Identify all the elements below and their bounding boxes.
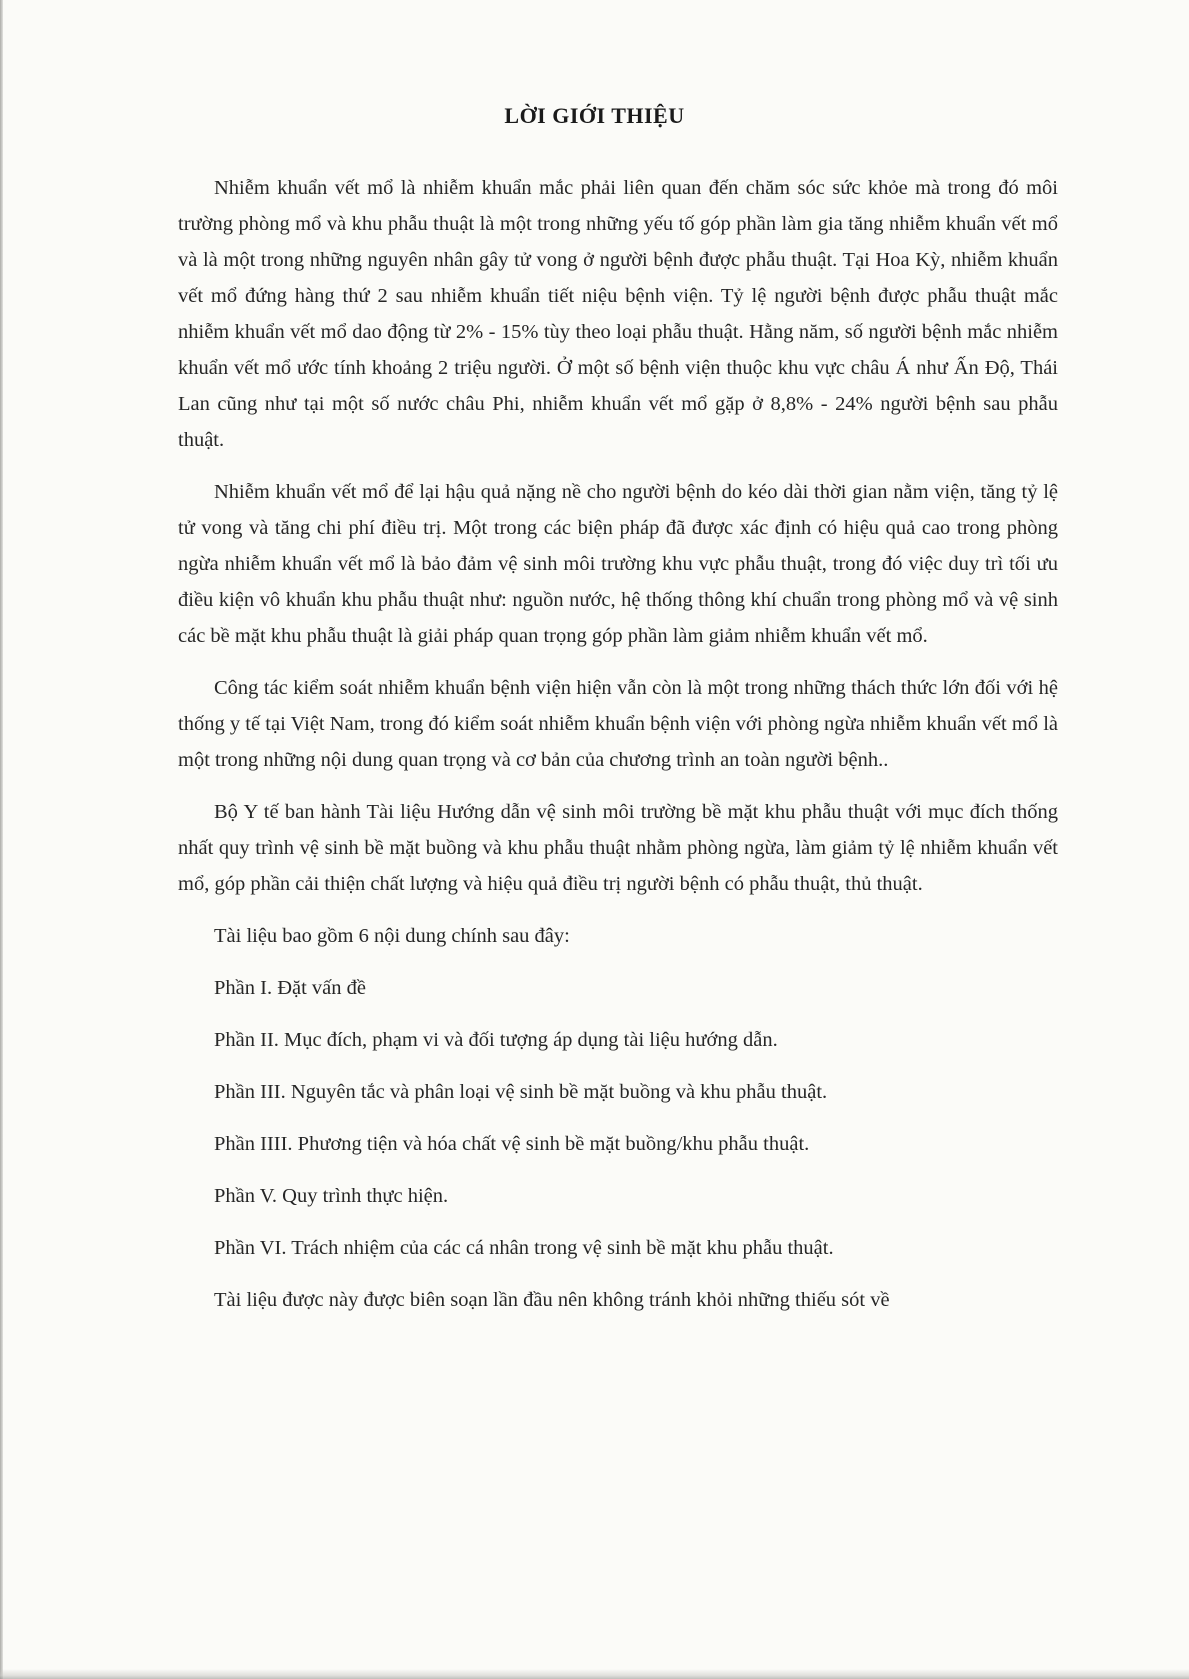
list-item: Phần I. Đặt vấn đề <box>214 977 366 999</box>
contents-list <box>178 970 1058 1266</box>
list-item: Phần III. Nguyên tắc và phân loại vệ sinh bề mặt buồng và khu phẫu thuật. <box>214 1081 828 1103</box>
list-item: Phần V. Quy trình thực hiện. <box>214 1185 449 1207</box>
list-item: Phần II. Mục đích, phạm vi và đối tượng áp dụng tài liệu hướng dẫn. <box>214 1029 778 1051</box>
paragraph-infection-control: Công tác kiểm soát nhiễm khuẩn bệnh viện hiện vẫn còn là một trong những thách thức lớn đối với hệ thống y tế tại Việt Nam, trong đó kiểm soát nhiễm khuẩn bệnh viện với phòng ngừa nhiễm khuẩn vết mổ là một trong những nội dung quan trọng và cơ bản của chương trình an toàn người bệnh.. <box>178 677 1058 771</box>
list-item: Phần IIII. Phương tiện và hóa chất vệ sinh bề mặt buồng/khu phẫu thuật. <box>214 1133 810 1155</box>
paragraph-intro-ssi: Nhiễm khuẩn vết mổ là nhiễm khuẩn mắc phải liên quan đến chăm sóc sức khỏe mà trong đó môi trường phòng mổ và khu phẫu thuật là một trong những yếu tố góp phần làm gia tăng nhiễm khuẩn vết mổ và là một trong những nguyên nhân gây tử vong ở người bệnh được phẫu thuật. Tại Hoa Kỳ, nhiễm khuẩn vết mổ đứng hàng thứ 2 sau nhiễm khuẩn tiết niệu bệnh viện. Tỷ lệ người bệnh được phẫu thuật mắc nhiễm khuẩn vết mổ dao động từ 2% - 15% tùy theo loại phẫu thuật. Hằng năm, số người bệnh mắc nhiễm khuẩn vết mổ ước tính khoảng 2 triệu người. Ở một số bệnh viện thuộc khu vực châu Á như Ấn Độ, Thái Lan cũng như tại một số nước châu Phi, nhiễm khuẩn vết mổ gặp ở 8,8% - 24% người bệnh sau phẫu thuật. <box>178 177 1058 451</box>
scan-edge-bottom <box>0 1669 1189 1679</box>
closing-paragraph: Tài liệu được này được biên soạn lần đầu nên không tránh khỏi những thiếu sót về <box>214 1289 890 1311</box>
contents-intro: Tài liệu bao gồm 6 nội dung chính sau đây: <box>214 925 570 947</box>
paragraph-consequences: Nhiễm khuẩn vết mổ để lại hậu quả nặng nề cho người bệnh do kéo dài thời gian nằm viện, tăng tỷ lệ tử vong và tăng chi phí điều trị. Một trong các biện pháp đã được xác định có hiệu quả cao trong phòng ngừa nhiễm khuẩn vết mổ là bảo đảm vệ sinh môi trường khu vực phẫu thuật, trong đó việc duy trì tối ưu điều kiện vô khuẩn khu phẫu thuật như: nguồn nước, hệ thống thông khí chuẩn trong phòng mổ và vệ sinh các bề mặt khu phẫu thuật là giải pháp quan trọng góp phần làm giảm nhiễm khuẩn vết mổ. <box>178 481 1058 647</box>
document-body <box>178 170 1058 1318</box>
page-title: LỜI GIỚI THIỆU <box>504 102 685 128</box>
paragraph-ministry-guidance: Bộ Y tế ban hành Tài liệu Hướng dẫn vệ sinh môi trường bề mặt khu phẫu thuật với mục đích thống nhất quy trình vệ sinh bề mặt buồng và khu phẫu thuật nhằm phòng ngừa, làm giảm tỷ lệ nhiễm khuẩn vết mổ, góp phần cải thiện chất lượng và hiệu quả điều trị người bệnh có phẫu thuật, thủ thuật. <box>178 801 1058 895</box>
scan-edge-left <box>0 0 3 1679</box>
list-item: Phần VI. Trách nhiệm của các cá nhân trong vệ sinh bề mặt khu phẫu thuật. <box>214 1237 834 1259</box>
